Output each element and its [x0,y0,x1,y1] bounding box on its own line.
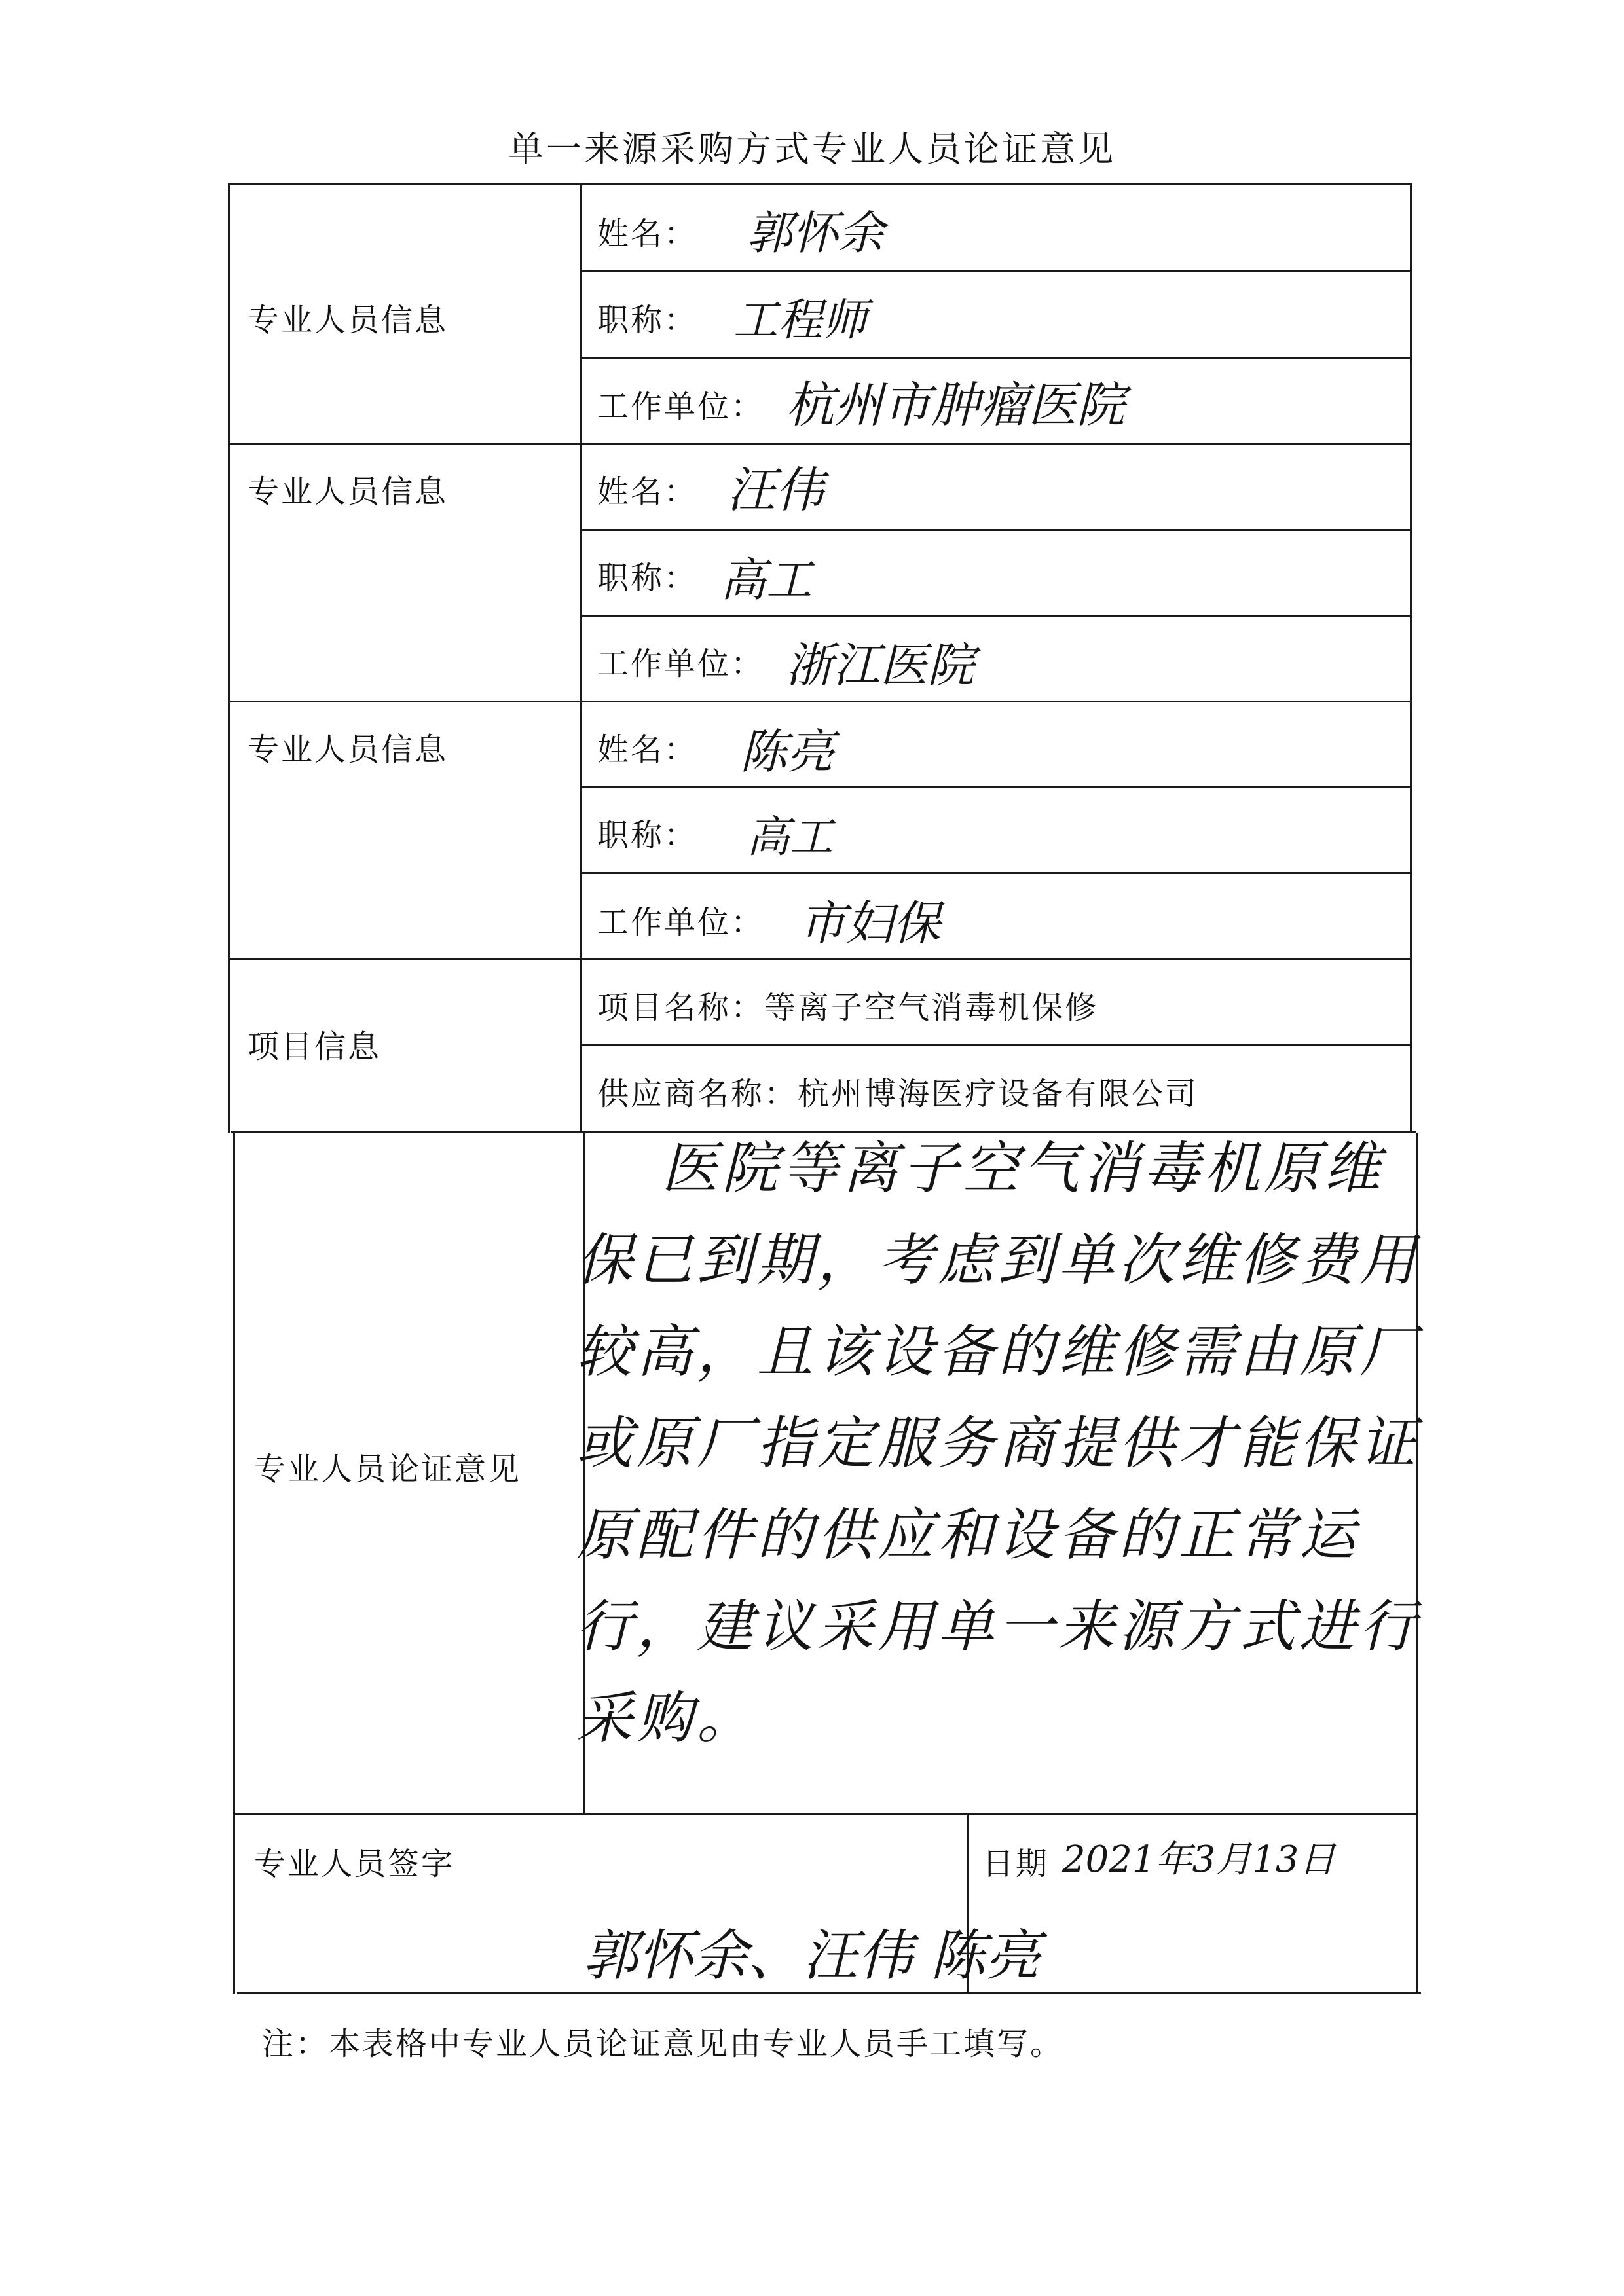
expert-3-name-handwritten: 陈亮 [740,724,835,779]
expert-3-title-label: 职称： [597,817,698,854]
expert-2-unit-handwritten: 浙江医院 [786,638,975,693]
expert-2-name-label: 姓名： [597,473,698,510]
project-section-label: 项目信息 [248,1029,382,1065]
expert-1-unit-handwritten: 杭州市肿瘤医院 [786,377,1125,433]
expert-1-name-label: 姓名： [597,215,698,252]
expert-1-section-label: 专业人员信息 [248,302,449,338]
expert-1-name-handwritten: 郭怀余 [747,206,884,260]
expert-2-title-handwritten: 高工 [720,553,812,607]
date-label: 日期 [982,1846,1050,1882]
expert-3-name-label: 姓名： [597,731,698,768]
expert-1-unit-label: 工作单位： [597,388,765,425]
project-name: 项目名称：等离子空气消毒机保修 [597,989,1099,1026]
expert-3-unit-handwritten: 市妇保 [799,896,941,951]
expert-2-name-handwritten: 汪伟 [727,462,824,519]
signature-section-label: 专业人员签字 [254,1846,455,1882]
opinion-section-label: 专业人员论证意见 [254,1451,522,1487]
expert-2-title-label: 职称： [597,560,698,596]
expert-1-title-label: 职称： [597,302,698,338]
footnote: 注：本表格中专业人员论证意见由专业人员手工填写。 [262,2026,1064,2062]
supplier-name: 供应商名称：杭州博海医疗设备有限公司 [597,1076,1199,1112]
expert-3-title-handwritten: 高工 [747,812,833,862]
expert-1-title-handwritten: 工程师 [733,295,868,346]
expert-signatures-handwritten: 郭怀余、汪伟 陈亮 [583,1923,1041,1988]
expert-2-unit-label: 工作单位： [597,646,765,682]
date-handwritten: 2021年3月13日 [1062,1838,1336,1881]
expert-3-section-label: 专业人员信息 [248,731,449,768]
form-title: 单一来源采购方式专业人员论证意见 [508,128,1116,170]
expert-3-unit-label: 工作单位： [597,904,765,941]
opinion-handwritten-text: 医院等离子空气消毒机原维保已到期，考虑到单次维修费用较高，且该设备的维修需由原厂或原厂指定服务商提供才能保证原配件的供应和设备的正常运行，建议采用单一来源方式进行采购。 [576,1136,1420,1751]
expert-2-section-label: 专业人员信息 [248,473,449,510]
